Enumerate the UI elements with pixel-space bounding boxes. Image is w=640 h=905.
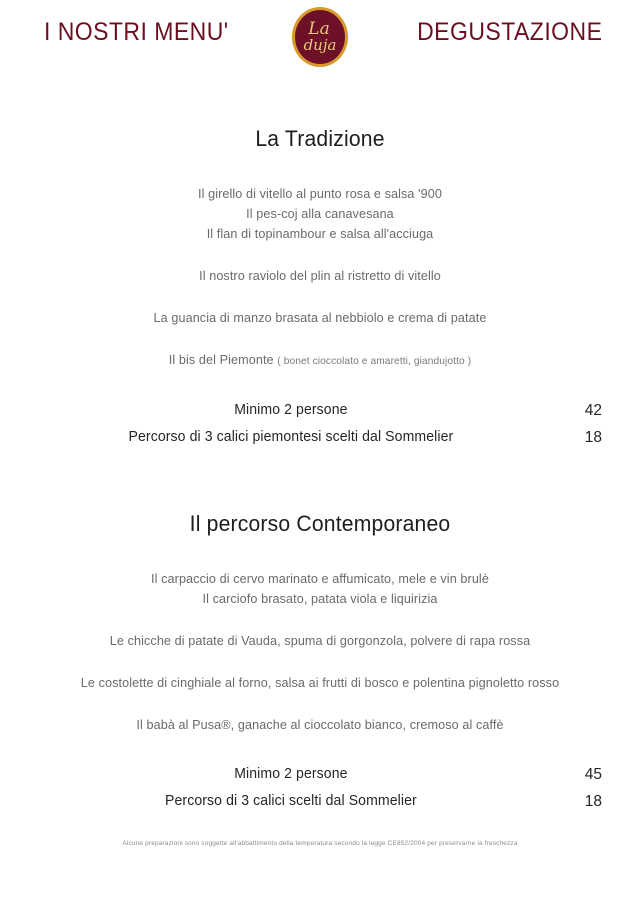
logo-text-la: La — [308, 19, 330, 39]
price-label: Minimo 2 persone — [234, 402, 348, 418]
price-row — [0, 424, 640, 451]
logo-wordmark — [292, 7, 348, 67]
course-spacer — [0, 693, 640, 715]
header-right-title: DEGUSTAZIONE — [416, 18, 602, 46]
dessert-note-label: ( bonet cioccolato e amaretti, giandujotto ) — [277, 355, 472, 367]
price-row — [0, 397, 640, 424]
course-spacer — [0, 609, 640, 631]
dish-item: Il nostro raviolo del plin al ristretto di vitello — [199, 268, 441, 283]
course-spacer — [0, 651, 640, 673]
price-value: 18 — [584, 793, 602, 810]
menu-header — [0, 0, 640, 76]
dish-item: Il carciofo brasato, patata viola e liquirizia — [202, 591, 438, 606]
section-title-tradizione: La Tradizione — [255, 126, 385, 151]
price-label: Percorso di 3 calici scelti dal Sommelier — [165, 793, 417, 809]
course-spacer — [0, 328, 640, 350]
menu-body — [0, 76, 640, 815]
price-value: 42 — [584, 402, 602, 419]
price-value: 18 — [584, 429, 602, 446]
logo-text-duja: duja — [303, 36, 337, 54]
dish-item-dessert — [10, 350, 631, 371]
course-spacer — [0, 244, 640, 266]
header-left-title: I NOSTRI MENU' — [44, 18, 229, 46]
dish-item: Il carpaccio di cervo marinato e affumicato, mele e vin brulè — [151, 571, 489, 586]
dish-item: Il pes-coj alla canavesana — [246, 206, 394, 221]
dessert-main-label: Il bis del Piemonte — [168, 352, 274, 367]
dish-item: Il babà al Pusa®, ganache al cioccolato bianco, cremoso al caffè — [136, 717, 504, 732]
price-value: 45 — [584, 766, 602, 783]
price-label: Minimo 2 persone — [234, 766, 348, 782]
price-block-contemporaneo — [0, 761, 640, 815]
menu-section-tradizione — [0, 76, 640, 451]
price-row — [0, 788, 640, 815]
price-label: Percorso di 3 calici piemontesi scelti dal Sommelier — [128, 429, 454, 445]
course-list-contemporaneo — [0, 569, 640, 735]
dish-item: Il flan di topinambour e salsa all'acciuga — [206, 226, 434, 241]
dish-item: Le costolette di cinghiale al forno, salsa ai frutti di bosco e polentina pignoletto rosso — [80, 675, 560, 690]
dish-item: La guancia di manzo brasata al nebbiolo e crema di patate — [153, 310, 487, 325]
footer-disclaimer: Alcune preparazioni sono soggette all'abbattimento della temperatura secondo la legge CE852/2004 per preservarne la freschezza — [122, 840, 518, 847]
menu-section-contemporaneo — [0, 451, 640, 815]
course-list-tradizione — [0, 184, 640, 371]
la-duja-logo — [292, 7, 348, 67]
price-row — [0, 761, 640, 788]
section-title-contemporaneo: Il percorso Contemporaneo — [189, 511, 451, 536]
price-block-tradizione — [0, 397, 640, 451]
course-spacer — [0, 286, 640, 308]
dish-item: Il girello di vitello al punto rosa e salsa '900 — [197, 186, 442, 201]
dish-item: Le chicche di patate di Vauda, spuma di gorgonzola, polvere di rapa rossa — [109, 633, 531, 648]
